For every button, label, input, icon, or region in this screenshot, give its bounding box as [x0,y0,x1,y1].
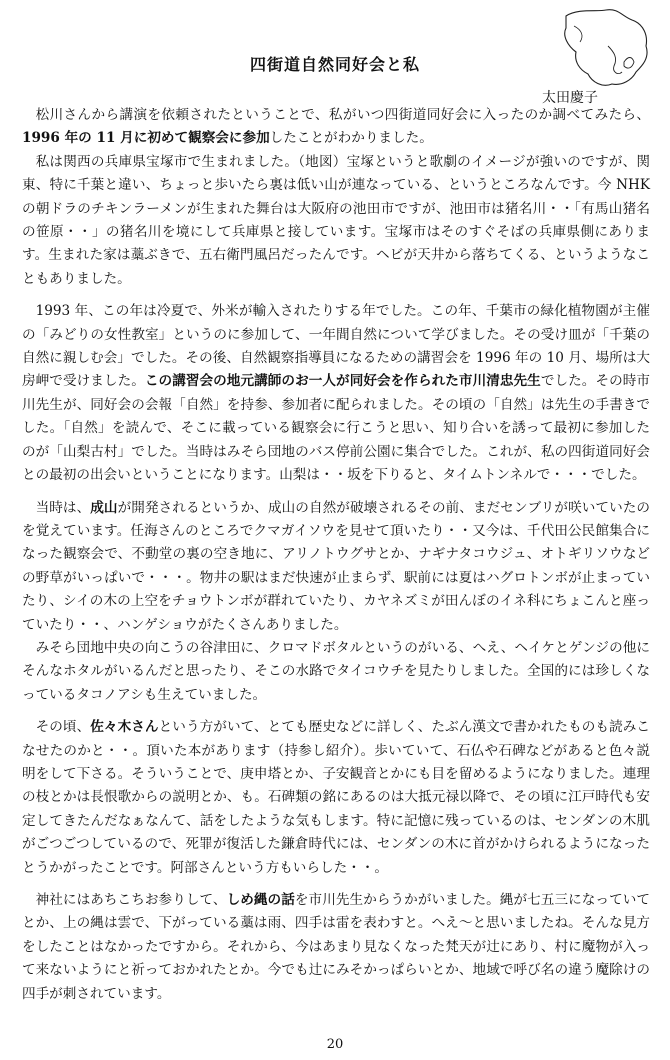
paragraph [22,637,650,707]
bold-text: 成山 [90,499,118,516]
document-title: 四街道自然同好会と私 [249,55,420,74]
text-run: 私は関西の兵庫県宝塚市で生まれました。（地図）宝塚というと歌劇のイメージが強いのですが、関東、特に千葉と違い、ちょっと歩いたら裏は低い山が連なっている、というところなんです。今 NHK の朝ドラのチキンラーメンが生まれた舞台は大阪府の池田市ですが、池田市は猪名川・・「有馬山猪名の笹原・・」の猪名川を境にして兵庫県と接しています。宝塚市はそのすぐそばの兵庫県側にあります。生まれた家は藁ぶきで、五右衛門風呂だったんです。ヘビが天井から落ちてくる、というようなこともありました。 [22,153,650,287]
bold-text: しめ縄の話 [226,892,295,908]
text-run: でした。その時市川先生が、同好会の会報「自然」を持参、参加者に配られました。その頃の「自然」は先生の手書きでした。「自然」を読んで、そこに載っている観察会に行こうと思い、知り合いを誘って最初に参加したのが「山梨古村」でした。当時はみそら団地のバス停前公園に集合でした。これが、私の四街道同好会との最初の出会いということになります。山梨は・・坂を下りると、タイムトンネルで・・・でした。 [22,373,651,484]
text-run: みそら団地中央の向こうの谷津田に、クロマドボタルというのがいる、へえ、ヘイケとゲンジの他にそんなホタルがいるんだと思ったり、そこの水路でタイコウチを見たりしました。全国的には珍しくなっているタコノアシも生えていました。 [22,639,650,703]
paragraph [22,889,650,1006]
paragraph [22,104,650,151]
paragraph [22,151,650,291]
text-run: を市川先生からうかがいました。縄が七五三になっていてとか、上の縄は雲で、下がっている藁は雨、四手は雷を表わすと。へえ〜と思いましたね。そんな見方をしたことはなかったですから。それから、今はあまり見なくなった梵天が辻にあり、村に魔物が入って来ないようにと祈っておかれたとか。今でも辻にみそかっぱらいとか、地域で呼び名の違う魔除けの四手が刺されています。 [22,892,651,1002]
text-run: 神社にはあちこちお参りして、 [35,892,227,908]
bold-text: 1996 年の 11 月に初めて観察会に参加 [22,130,270,147]
document-body [22,104,650,1006]
text-run: 1993 年、この年は冷夏で、外米が輸入されたりする年でした。この年、千葉市の緑化植物園が主催の「みどりの女性教室」というのに参加して、一年間自然について学びました。その受け皿が「千葉の自然に親しむ会」でした。その後、自然観察指導員になるための講習会を 1996 年の 10 月、場所は大房岬で受けました。 [22,303,650,390]
map-sketch-icon [548,6,660,92]
page-number: 20 [326,1037,344,1052]
text-run: が開発されるというか、成山の自然が破壊されるその前、まだセンブリが咲いていたのを覚えています。任海さんのところでクマガイソウを見せて頂いたり・・又今は、千代田公民館集合になった観察会で、不動堂の裏の空き地に、アリノトウグサとか、ナギナタコウジュ、オトギリソウなどの野草がいっぱいで・・・。物井の駅はまだ快速が止まらず、駅前には夏はハグロトンボが止まっていたり、シイの木の上空をチョウトンボが群れていたり、カヤネズミが田んぼのイネ科にちょこんと座っていたり・・、ハンゲショウがたくさんありました。 [22,499,651,633]
text-run: 松川さんから講演を依頼されたということで、私がいつ四街道同好会に入ったのか調べてみたら、 [35,107,650,123]
paragraph [22,497,650,637]
paragraph [22,716,650,880]
paragraph [22,300,650,487]
text-run: したことがわかりました。 [269,130,433,147]
text-run: という方がいて、とても歴史などに詳しく、たぶん漢文で書かれたものも読みこなせたのかと・・。頂いた本があります（持参し紹介）。歩いていて、石仏や石碑などがあると色々説明をして下さる。そういうことで、庚申塔とか、子安観音とかにも目を留めるようになりました。連理の枝とかは長恨歌からの説明とか、も。石碑類の銘にあるのは大抵元禄以降で、その頃に江戸時代も安定してきたんだなぁなんて、話をしたような気もします。特に記憶に残っているのは、センダンの木肌がごつごつしているので、死罪が復活した鎌倉時代には、センダンの木に首がかけられるようになったとうかがったことです。阿部さんという方もいらした・・。 [22,719,650,876]
bold-text: 佐々木さん [90,719,159,736]
text-run: その頃、 [35,719,91,736]
text-run: 当時は、 [35,499,91,516]
bold-text: この講習会の地元講師のお一人が同好会を作られた市川清忠先生 [144,373,541,390]
author-name: 太田慶子 [542,90,598,106]
